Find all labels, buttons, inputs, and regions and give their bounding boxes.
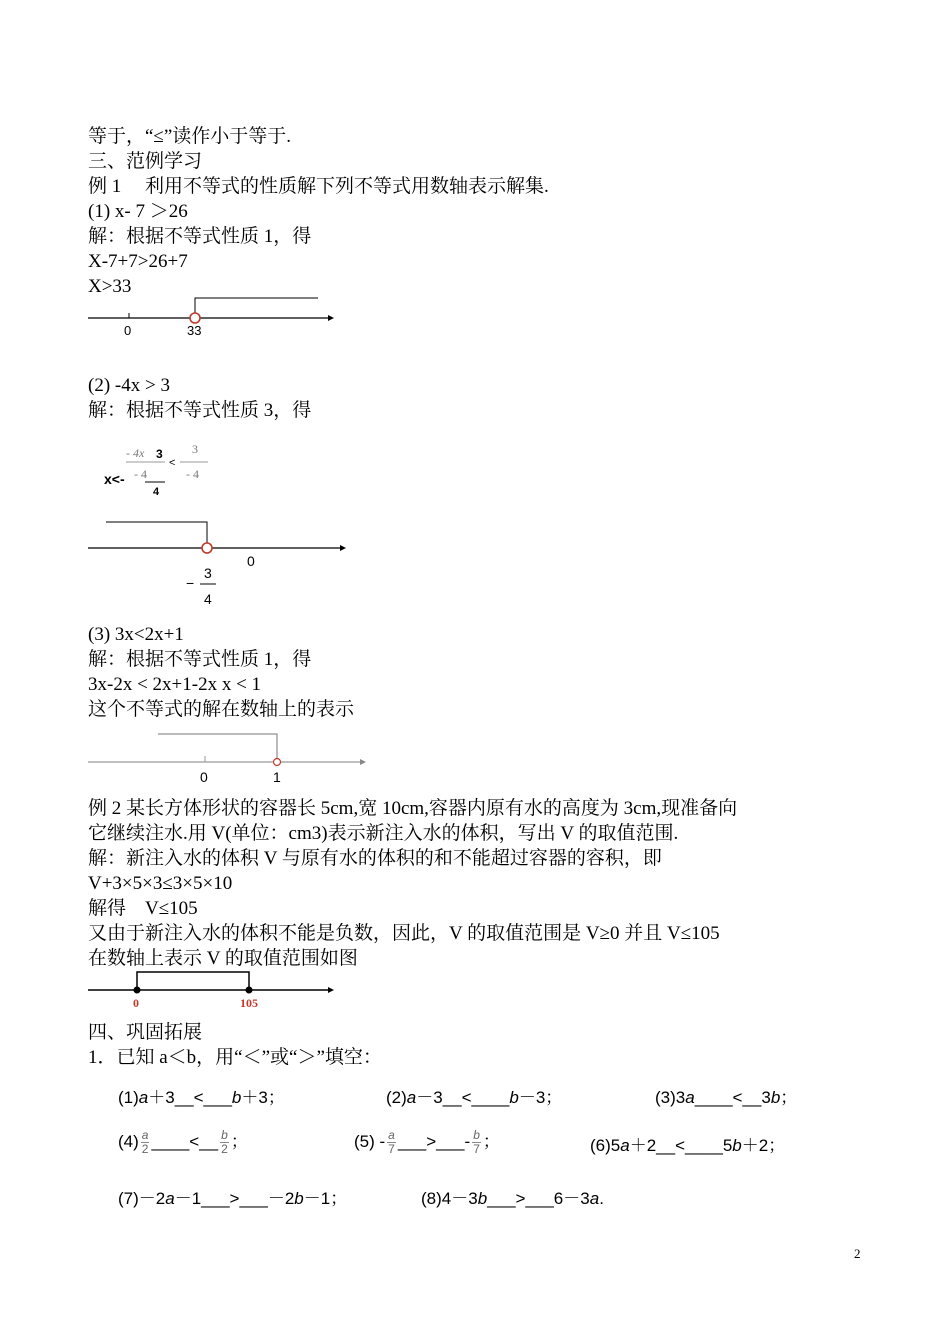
var-b: b [770, 1088, 781, 1107]
fraction-a-over-7: $\frac{a}{7}$ [388, 1128, 395, 1157]
var-a: a [589, 1189, 600, 1208]
example-2-title: 例 2 某长方体形状的容器长 5cm,宽 10cm,容器内原有水的高度为 3cm,现准备向 [88, 798, 738, 819]
exercise-1-3 [655, 1083, 797, 1108]
ex-tail: ； [482, 1132, 500, 1151]
problem-1: (1) x- 7 ＞26 [88, 201, 188, 222]
ex-label: (1) [118, 1088, 139, 1107]
ex-blank: ＋2__<____5 [629, 1136, 733, 1155]
ex-tail: －1； [303, 1189, 348, 1208]
axis-2-zero: 0 [247, 553, 255, 569]
ex-label: (5) - [354, 1132, 386, 1151]
example-2-solution: 解：新注入水的体积 V 与原有水的体积的和不能超过容器的容积，即 [88, 848, 662, 869]
exercise-1-7 [118, 1184, 347, 1209]
eq2-den-bold: 4 [153, 486, 160, 498]
example-2-equation: V+3×5×3≤3×5×10 [88, 873, 233, 894]
axis-2-minus: − [186, 575, 195, 591]
ex-blank: －1___>___－2 [174, 1189, 295, 1208]
axis-4-graphic [88, 972, 334, 994]
eq2-x-label: x<- [104, 471, 125, 487]
ex-label: (4) [118, 1132, 139, 1151]
exercise-1-6 [590, 1131, 785, 1156]
fraction-b-over-2: $\frac{b}{2}$ [221, 1128, 228, 1157]
var-b: b [231, 1088, 242, 1107]
solution-1-result: X>33 [88, 276, 132, 297]
var-b: b [732, 1136, 742, 1155]
exercise-1-2 [386, 1083, 562, 1108]
axis-1-point: 33 [187, 323, 202, 338]
fraction-a-over-2: $\frac{a}{2}$ [141, 1128, 149, 1157]
var-a: a [406, 1088, 417, 1107]
solution-1-line: 解：根据不等式性质 1，得 [88, 226, 312, 247]
axis-3-one: 1 [273, 769, 281, 785]
ex-blank: ____<__3 [694, 1088, 771, 1107]
section-heading-practice: 四、巩固拓展 [88, 1022, 203, 1043]
ex-label: (6)5 [590, 1136, 621, 1155]
solution-3-caption: 这个不等式的解在数轴上的表示 [88, 699, 355, 720]
var-b: b [509, 1088, 519, 1107]
eq2-den-left: - 4 [134, 467, 147, 481]
axis-1-zero: 0 [124, 323, 132, 338]
eq2-lt: < [169, 457, 176, 469]
exercise-1-1 [118, 1083, 285, 1108]
ex-tail: ＋3； [241, 1088, 285, 1107]
axis-2-den: 4 [204, 591, 212, 607]
var-a: a [685, 1088, 695, 1107]
axis-4-zero: 0 [133, 996, 139, 1010]
exercise-1-5 [354, 1127, 500, 1156]
ex-blank: ＋3__<___ [148, 1088, 232, 1107]
ex-label: (7)－2 [118, 1189, 166, 1208]
solution-2-line: 解：根据不等式性质 3，得 [88, 400, 312, 421]
section-heading-examples: 三、范例学习 [88, 151, 203, 172]
axis-4-point: 105 [240, 996, 258, 1010]
ex-blank: ___>___6－3 [487, 1189, 590, 1208]
eq2-den-right: - 4 [186, 467, 199, 481]
var-a: a [165, 1189, 175, 1208]
example-2-caption: 在数轴上表示 V 的取值范围如图 [88, 948, 358, 969]
ex-label: (2) [386, 1088, 407, 1107]
ex-blank: ___>___- [397, 1132, 471, 1151]
example-2-result: 解得 V≤105 [88, 898, 198, 919]
eq2-num-bold: 3 [156, 447, 163, 461]
solution-3-line: 解：根据不等式性质 1，得 [88, 649, 312, 670]
eq2-num-left: - 4x [126, 446, 145, 460]
solution-1-step: X-7+7>26+7 [88, 251, 188, 272]
solution-3-step: 3x-2x < 2x+1-2x x < 1 [88, 674, 262, 695]
page-number: 2 [854, 1246, 861, 1261]
ex-tail: ＋2； [741, 1136, 786, 1155]
axis-2-graphic [88, 522, 346, 553]
problem-3: (3) 3x<2x+1 [88, 624, 184, 645]
var-b: b [294, 1189, 304, 1208]
problem-2: (2) -4x > 3 [88, 375, 170, 396]
ex-label: (3)3 [655, 1088, 686, 1107]
axis-1-graphic [88, 298, 334, 323]
axis-3-graphic [88, 734, 366, 766]
text-line: 等于，“≤”读作小于等于. [88, 126, 292, 147]
axis-2-num: 3 [204, 565, 212, 581]
ex-tail: . [599, 1189, 604, 1208]
var-a: a [138, 1088, 149, 1107]
example-1-title: 例 1 利用不等式的性质解下列不等式用数轴表示解集. [88, 176, 549, 197]
ex-blank: －3__<____ [416, 1088, 510, 1107]
ex-tail: －3； [518, 1088, 563, 1107]
axis-3-zero: 0 [200, 769, 208, 785]
exercise-1-instruction: 1．已知 a＜b，用“＜”或“＞”填空： [88, 1047, 382, 1068]
var-a: a [620, 1136, 630, 1155]
example-2-range: 又由于新注入水的体积不能是负数，因此，V 的取值范围是 V≥0 并且 V≤105 [88, 923, 720, 944]
fraction-b-over-7: $\frac{b}{7}$ [473, 1128, 480, 1157]
example-2-line: 它继续注水.用 V(单位：cm3)表示新注入水的体积，写出 V 的取值范围. [88, 823, 679, 844]
ex-tail: ； [230, 1132, 248, 1151]
eq2-num-right: 3 [192, 442, 198, 456]
ex-label: (8)4－3 [421, 1189, 478, 1208]
exercise-1-8 [421, 1184, 604, 1209]
ex-tail: ； [780, 1088, 798, 1107]
exercise-1-4 [118, 1127, 248, 1156]
ex-blank: ____<__ [151, 1132, 219, 1151]
var-b: b [477, 1189, 488, 1208]
